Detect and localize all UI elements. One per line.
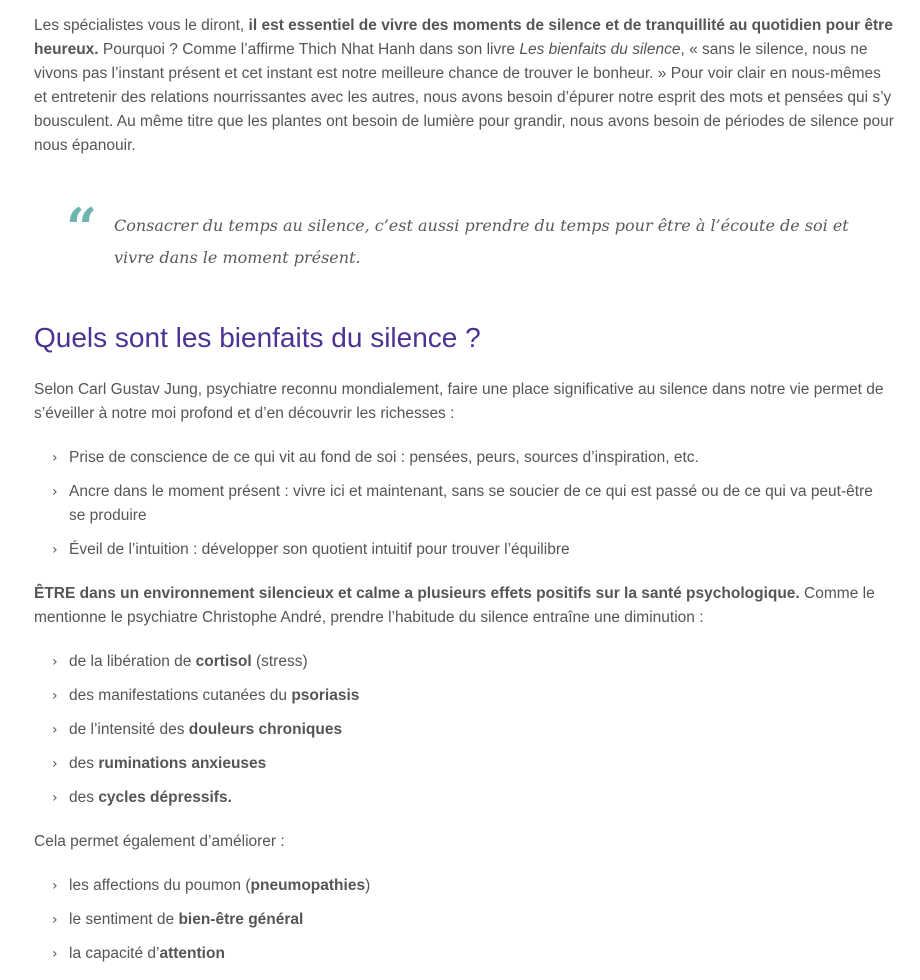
chevron-right-icon: › [52,654,58,670]
chevron-right-icon: › [52,912,58,928]
chevron-right-icon: › [52,878,58,894]
intro-text-2: Pourquoi ? Comme l’affirme Thich Nhat Hanh dans son livre [98,41,520,58]
list-item: › de l’intensité des douleurs chroniques [50,718,880,742]
chevron-right-icon: › [52,790,58,806]
list-item: › des cycles dépressifs. [50,786,880,810]
paragraph-jung: Selon Carl Gustav Jung, psychiatre reconnu mondialement, faire une place significative au silence dans notre vie permet de s’éveiller à notre moi profond et d’en découvrir les richesses : [34,381,884,422]
chevron-right-icon: › [52,688,58,704]
paragraph-andre: ÊTRE dans un environnement silencieux et calme a plusieurs effets positifs sur la santé psychologique. Comme le mentionne le psychiatre Christophe André, prendre l’habitude du silence entraîne une diminution : [34,585,875,626]
chevron-right-icon: › [52,450,58,466]
chevron-right-icon: › [52,722,58,738]
quote-text: Consacrer du temps au silence, c’est aussi prendre du temps pour être à l’écoute de soi et vivre dans le moment présent. [114,216,849,267]
list-item: › le sentiment de bien-être général [50,908,880,932]
chevron-right-icon: › [52,946,58,962]
list-item: › la capacité d’attention [50,942,880,966]
section-heading: Quels sont les bienfaits du silence ? [34,322,481,353]
list-item: › Ancre dans le moment présent : vivre ici et maintenant, sans se soucier de ce qui est passé ou de ce qui va peut-être se produire [50,480,880,528]
intro-paragraph [34,14,894,158]
list-item: › les affections du poumon (pneumopathies) [50,874,880,898]
paragraph-ameliorer: Cela permet également d’améliorer : [34,833,285,850]
quote-mark-icon: “ [66,196,98,260]
list-item: › de la libération de cortisol (stress) [50,650,880,674]
list-item: › Prise de conscience de ce qui vit au fond de soi : pensées, peurs, sources d’inspiration, etc. [50,446,880,470]
chevron-right-icon: › [52,484,58,500]
improvement-list [50,874,880,976]
list-item: › des ruminations anxieuses [50,752,880,776]
intro-text-1: Les spécialistes vous le diront, [34,17,249,34]
chevron-right-icon: › [52,542,58,558]
intro-bold: il est essentiel de vivre des moments de silence et de tranquillité au quotidien pour être heureux. [34,17,893,58]
list-item: › des manifestations cutanées du psoriasis [50,684,880,708]
chevron-right-icon: › [52,756,58,772]
intro-text-3: , « sans le silence, nous ne vivons pas l’instant présent et cet instant est notre meilleure chance de trouver le bonheur. » Pour voir clair en nous-mêmes et entretenir des relations nourrissantes avec les autres, nous avons besoin d’épurer notre esprit des mots et pensées qui s’y bousculent. Au même titre que les plantes ont besoin de lumière pour grandir, nous avons besoin de périodes de silence pour nous épanouir. [34,41,894,154]
list-item: › Éveil de l’intuition : développer son quotient intuitif pour trouver l’équilibre [50,538,880,562]
paragraph-andre-bold: ÊTRE dans un environnement silencieux et calme a plusieurs effets positifs sur la santé psychologique. [34,585,800,602]
benefits-list [50,446,880,572]
reduction-list [50,650,880,820]
book-title: Les bienfaits du silence [519,41,681,58]
